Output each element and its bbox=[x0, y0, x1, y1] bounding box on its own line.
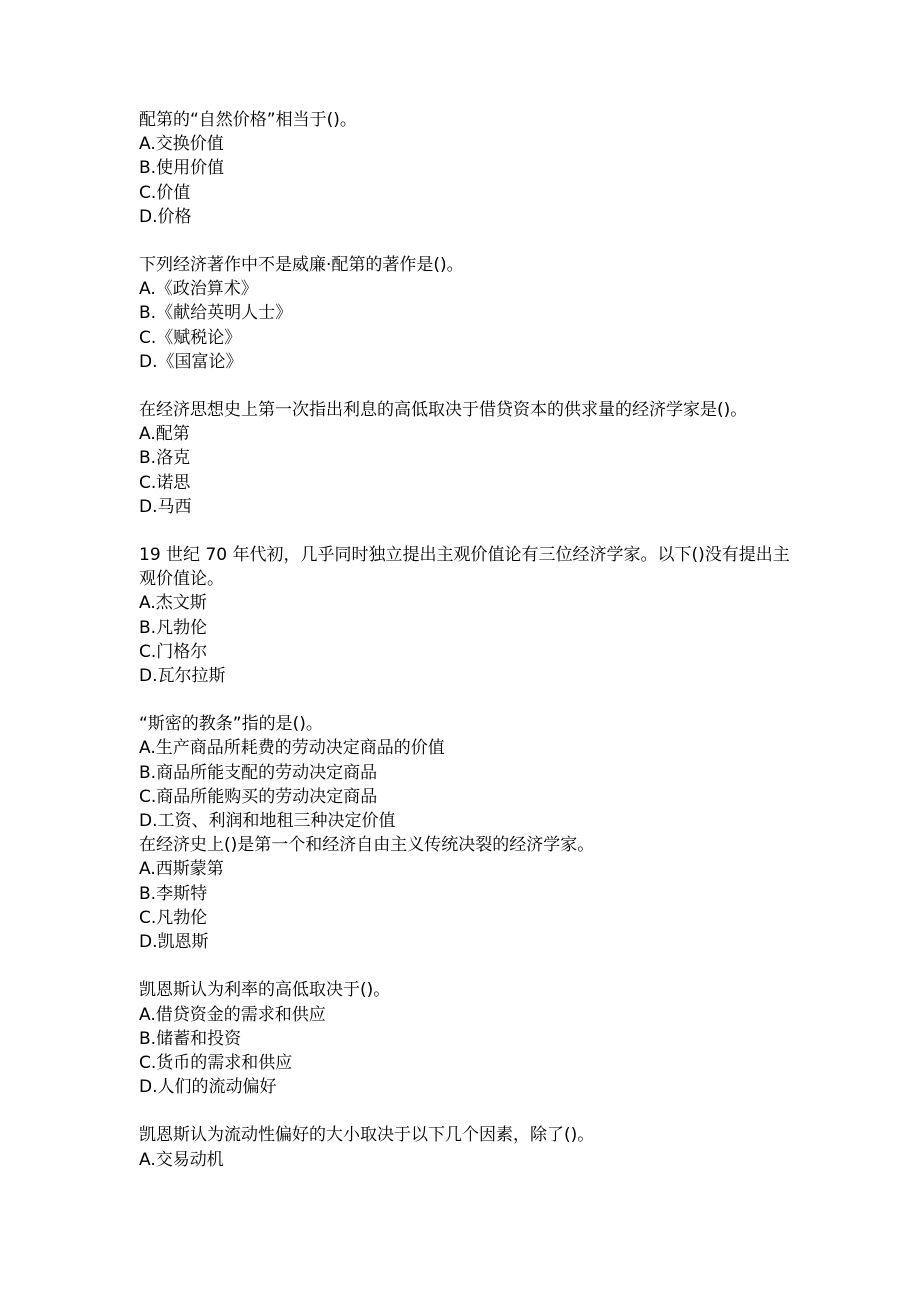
question-stem: 19 世纪 70 年代初，几乎同时独立提出主观价值论有三位经济学家。以下()没有提出主观价值论。 bbox=[139, 545, 790, 590]
option-d: D.价格 bbox=[139, 206, 192, 227]
document-page bbox=[139, 108, 799, 1172]
option-d: D.马西 bbox=[139, 496, 192, 517]
option-a: A.西斯蒙第 bbox=[139, 859, 224, 880]
option-b: B.使用价值 bbox=[139, 158, 225, 179]
option-c: C.货币的需求和供应 bbox=[139, 1052, 293, 1073]
option-a: A.交换价值 bbox=[139, 134, 224, 155]
option-a: A.杰文斯 bbox=[139, 593, 207, 614]
option-a: A.《政治算术》 bbox=[139, 279, 258, 300]
option-b: B.凡勃伦 bbox=[139, 617, 208, 638]
option-c: C.价值 bbox=[139, 182, 191, 203]
question-7 bbox=[139, 978, 799, 1099]
option-b: B.李斯特 bbox=[139, 883, 208, 904]
question-1 bbox=[139, 108, 799, 229]
question-6 bbox=[139, 833, 799, 954]
question-stem: 凯恩斯认为流动性偏好的大小取决于以下几个因素，除了()。 bbox=[139, 1125, 595, 1146]
option-d: D.瓦尔拉斯 bbox=[139, 666, 226, 687]
question-stem: 凯恩斯认为利率的高低取决于()。 bbox=[139, 980, 391, 1001]
question-stem: 在经济思想史上第一次指出利息的高低取决于借贷资本的供求量的经济学家是()。 bbox=[139, 400, 748, 421]
question-stem: 下列经济著作中不是威廉·配第的著作是()。 bbox=[139, 255, 464, 276]
question-stem: “斯密的教条”指的是()。 bbox=[139, 714, 323, 735]
option-b: B.储蓄和投资 bbox=[139, 1028, 242, 1049]
option-c: C.《赋税论》 bbox=[139, 327, 242, 348]
option-a: A.生产商品所耗费的劳动决定商品的价值 bbox=[139, 738, 445, 759]
option-a: A.交易动机 bbox=[139, 1149, 224, 1170]
question-stem: 配第的“自然价格”相当于()。 bbox=[139, 110, 357, 130]
option-b: B.《献给英明人士》 bbox=[139, 303, 293, 324]
option-d: D.凯恩斯 bbox=[139, 932, 209, 953]
question-5 bbox=[139, 712, 799, 833]
option-c: C.诺思 bbox=[139, 472, 191, 493]
option-a: A.配第 bbox=[139, 424, 190, 445]
option-c: C.商品所能购买的劳动决定商品 bbox=[139, 786, 378, 807]
option-b: B.洛克 bbox=[139, 448, 191, 469]
question-stem: 在经济史上()是第一个和经济自由主义传统决裂的经济学家。 bbox=[139, 835, 595, 856]
question-3 bbox=[139, 398, 799, 519]
option-c: C.门格尔 bbox=[139, 641, 208, 662]
option-d: D.《国富论》 bbox=[139, 351, 243, 372]
question-2 bbox=[139, 253, 799, 374]
option-d: D.工资、利润和地租三种决定价值 bbox=[139, 811, 396, 832]
option-a: A.借贷资金的需求和供应 bbox=[139, 1004, 326, 1025]
question-4 bbox=[139, 543, 799, 688]
option-c: C.凡勃伦 bbox=[139, 907, 208, 928]
option-d: D.人们的流动偏好 bbox=[139, 1077, 277, 1098]
option-b: B.商品所能支配的劳动决定商品 bbox=[139, 762, 378, 783]
question-8 bbox=[139, 1123, 799, 1171]
